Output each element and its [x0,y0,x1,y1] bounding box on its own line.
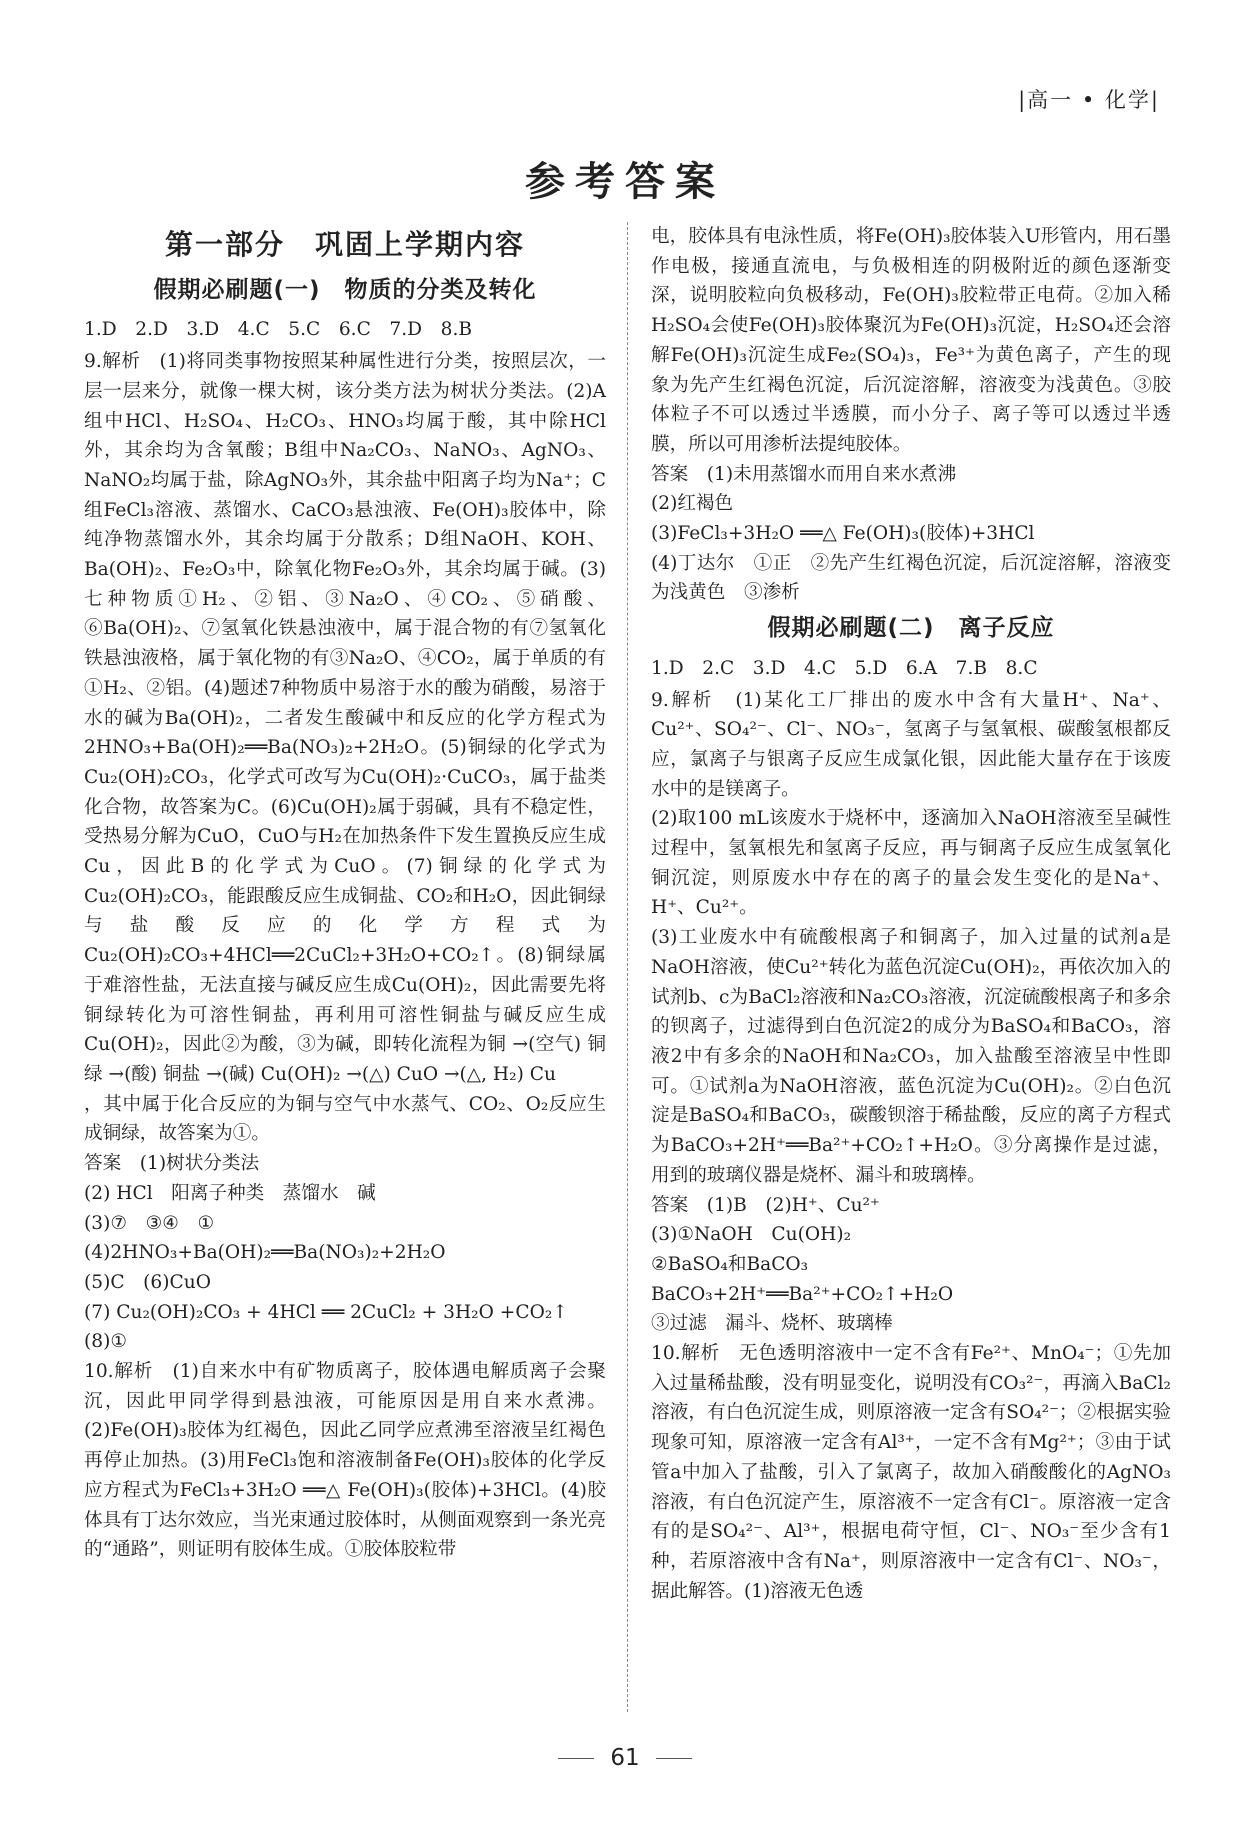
answer-line: (2) HCl 阳离子种类 蒸馏水 碱 [84,1182,376,1204]
answer-line: ③过滤 漏斗、烧杯、玻璃棒 [651,1313,893,1335]
footer-dash-right [656,1758,692,1759]
section-title-2: 假期必刷题(二) 离子反应 [767,615,1055,642]
column-divider [627,222,628,1712]
answer-line: (4)丁达尔 ①正 ②先产生红褐色沉淀，后沉淀溶解，溶液变为浅黄色 ③渗析 [651,552,1171,604]
explanation-paragraph: ，其中属于化合反应的为铜与空气中水蒸气、CO₂、O₂反应生成铜绿，故答案为①。 [84,1093,606,1145]
page-footer [0,1745,1250,1771]
answer-line: ②BaSO₄和BaCO₃ [651,1253,809,1275]
answer-line: (3)①NaOH Cu(OH)₂ [651,1224,852,1246]
footer-dash-left [558,1758,594,1759]
part-title: 第一部分 巩固上学期内容 [164,228,525,261]
page-number: 61 [610,1745,640,1771]
right-column [651,222,1171,1606]
explanation-paragraph: 10.解析 无色透明溶液中一定不含有Fe²⁺、MnO₄⁻；①先加入过量稀盐酸，没有明显变化，说明没有CO₃²⁻，再滴入BaCl₂溶液，有白色沉淀生成，则原溶液一定含有SO₄²⁻；②根据实验现象可知，原溶液一定含有Al³⁺，一定不含有Mg²⁺；③由于试管a中加入了盐酸，引入了氯离子，故加入硝酸酸化的AgNO₃溶液，有白色沉淀产生，原溶液不一定含有Cl⁻。原溶液一定含有的是SO₄²⁻、Al³⁺，根据电荷守恒，Cl⁻、NO₃⁻至少含有1种，若原溶液中含有Na⁺，则原溶液中一定含有Cl⁻、NO₃⁻，据此解答。(1)溶液无色透 [651,1343,1171,1602]
page-title: 参考答案 [525,159,725,205]
answer-line: (4)2HNO₃+Ba(OH)₂══Ba(NO₃)₂+2H₂O [84,1242,446,1264]
explanation-paragraph: 电，胶体具有电泳性质，将Fe(OH)₃胶体装入U形管内，用石墨作电极，接通直流电，与负极相连的阴极附近的颜色逐渐变深，说明胶粒向负极移动，Fe(OH)₃胶粒带正电荷。②加入稀H₂SO₄会使Fe(OH)₃胶体聚沉为Fe(OH)₃沉淀，H₂SO₄还会溶解Fe(OH)₃沉淀生成Fe₂(SO₄)₃，Fe³⁺为黄色离子，产生的现象为先产生红褐色沉淀，后沉淀溶解，溶液变为浅黄色。③胶体粒子不可以透过半透膜，而小分子、离子等可以透过半透膜，所以可用渗析法提纯胶体。 [651,226,1171,455]
answer-line: (3)FeCl₃+3H₂O ══△ Fe(OH)₃(胶体)+3HCl [651,523,1035,545]
explanation-paragraph: (3)工业废水中有硫酸根离子和铜离子，加入过量的试剂a是NaOH溶液，使Cu²⁺转化为蓝色沉淀Cu(OH)₂，再依次加入的试剂b、c为BaCl₂溶液和Na₂CO₃溶液，沉淀硫酸根离子和多余的钡离子，过滤得到白色沉淀2的成分为BaSO₄和BaCO₃，溶液2中有多余的NaOH和Na₂CO₃，加入盐酸至溶液呈中性即可。①试剂a为NaOH溶液，蓝色沉淀为Cu(OH)₂。②白色沉淀是BaSO₄和BaCO₃，碳酸钡溶于稀盐酸，反应的离子方程式为BaCO₃+2H⁺══Ba²⁺+CO₂↑+H₂O。③分离操作是过滤，用到的玻璃仪器是烧杯、漏斗和玻璃棒。 [651,927,1171,1186]
answer-line: (3)⑦ ③④ ① [84,1212,215,1234]
answer-line: (5)C (6)CuO [84,1271,211,1293]
answer-line: (8)① [84,1331,128,1353]
explanation-paragraph: (2)取100 mL该废水于烧杯中，逐滴加入NaOH溶液至呈碱性过程中，氢氧根先和氢离子反应，再与铜离子反应生成氢氧化铜沉淀，则原废水中存在的离子的量会发生变化的是Na⁺、H⁺、Cu²⁺。 [651,808,1171,919]
answer-line: BaCO₃+2H⁺══Ba²⁺+CO₂↑+H₂O [651,1283,954,1305]
answer-line: 1.D 2.D 3.D 4.C 5.C 6.C 7.D 8.B [84,319,473,341]
answer-line: 1.D 2.C 3.D 4.C 5.D 6.A 7.B 8.C [651,657,1038,679]
header-subject: |高一 • 化学| [1018,88,1160,112]
section-title-1: 假期必刷题(一) 物质的分类及转化 [153,276,537,303]
answer-line: 答案 (1)树状分类法 [84,1153,260,1175]
answer-line: 答案 (1)未用蒸馏水而用自来水煮沸 [651,463,957,485]
explanation-paragraph: 10.解析 (1)自来水中有矿物质离子，胶体遇电解质离子会聚沉，因此甲同学得到悬浊液，可能原因是用自来水煮沸。(2)Fe(OH)₃胶体为红褐色，因此乙同学应煮沸至溶液呈红褐色再停止加热。(3)用FeCl₃饱和溶液制备Fe(OH)₃胶体的化学反应方程式为FeCl₃+3H₂O ══△ Fe(OH)₃(胶体)+3HCl。(4)胶体具有丁达尔效应，当光束通过胶体时，从侧面观察到一条光亮的“通路”，则证明有胶体生成。①胶体胶粒带 [84,1361,606,1561]
explanation-paragraph: 9.解析 (1)某化工厂排出的废水中含有大量H⁺、Na⁺、Cu²⁺、SO₄²⁻、Cl⁻、NO₃⁻，氢离子与氢氧根、碳酸氢根都反应，氯离子与银离子反应生成氯化银，因此能大量存在于该废水中的是镁离子。 [651,689,1171,800]
answer-line: (7) Cu₂(OH)₂CO₃ + 4HCl ══ 2CuCl₂ + 3H₂O +CO₂↑ [84,1301,568,1323]
answer-line: (2)红褐色 [651,493,734,515]
left-column [84,222,606,1565]
answer-line: 答案 (1)B (2)H⁺、Cu²⁺ [651,1194,880,1216]
explanation-paragraph: 9.解析 (1)将同类事物按照某种属性进行分类，按照层次，一层一层来分，就像一棵大树，该分类方法为树状分类法。(2)A组中HCl、H₂SO₄、H₂CO₃、HNO₃均属于酸，其中除HCl外，其余均为含氧酸；B组中Na₂CO₃、NaNO₃、AgNO₃、NaNO₂均属于盐，除AgNO₃外，其余盐中阳离子均为Na⁺；C组FeCl₃溶液、蒸馏水、CaCO₃悬浊液、Fe(OH)₃胶体中，除纯净物蒸馏水外，其余均属于分散系；D组NaOH、KOH、Ba(OH)₂、Fe₂O₃中，除氧化物Fe₂O₃外，其余均属于碱。(3)七种物质①H₂、②铝、③Na₂O、④CO₂、⑤硝酸、⑥Ba(OH)₂、⑦氢氧化铁悬浊液中，属于混合物的有⑦氢氧化铁悬浊液格，属于氧化物的有③Na₂O、④CO₂，属于单质的有①H₂、②铝。(4)题述7种物质中易溶于水的酸为硝酸，易溶于水的碱为Ba(OH)₂，二者发生酸碱中和反应的化学方程式为2HNO₃+Ba(OH)₂══Ba(NO₃)₂+2H₂O。(5)铜绿的化学式为Cu₂(OH)₂CO₃，化学式可改写为Cu(OH)₂·CuCO₃，属于盐类化合物，故答案为C。(6)Cu(OH)₂属于弱碱，具有不稳定性，受热易分解为CuO，CuO与H₂在加热条件下发生置换反应生成Cu，因此B的化学式为CuO。(7)铜绿的化学式为Cu₂(OH)₂CO₃，能跟酸反应生成铜盐、CO₂和H₂O，因此铜绿与盐酸反应的化学方程式为Cu₂(OH)₂CO₃+4HCl══2CuCl₂+3H₂O+CO₂↑。(8)铜绿属于难溶性盐，无法直接与碱反应生成Cu(OH)₂，因此需要先将铜绿转化为可溶性铜盐，再利用可溶性铜盐与碱反应生成Cu(OH)₂，因此②为酸，③为碱，即转化流程为铜 →(空气) 铜绿 →(酸) 铜盐 →(碱) Cu(OH)₂ →(△) CuO →(△, H₂) Cu [84,351,606,1085]
